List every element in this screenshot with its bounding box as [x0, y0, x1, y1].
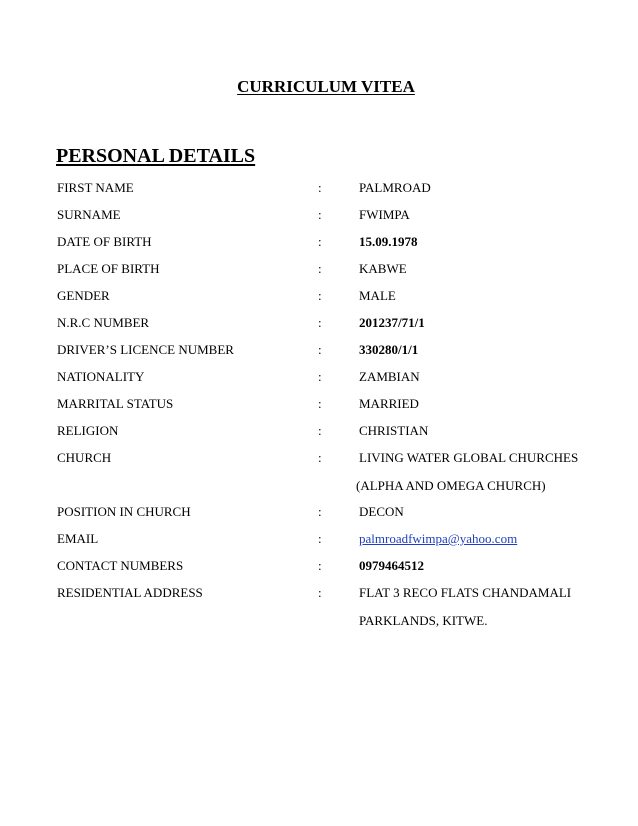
- field-label: POSITION IN CHURCH: [57, 504, 191, 519]
- email-link[interactable]: palmroadfwimpa@yahoo.com: [359, 531, 518, 546]
- field-row-contact-numbers: [0, 557, 638, 575]
- field-row-surname: [0, 206, 638, 224]
- field-separator: :: [318, 261, 322, 276]
- field-separator: :: [318, 450, 322, 465]
- field-label: EMAIL: [57, 531, 99, 546]
- field-value: LIVING WATER GLOBAL CHURCHES: [359, 450, 579, 465]
- field-value: CHRISTIAN: [359, 423, 429, 438]
- field-value: FLAT 3 RECO FLATS CHANDAMALI: [359, 585, 572, 600]
- field-value-continued: PARKLANDS, KITWE.: [359, 613, 488, 628]
- field-value: KABWE: [359, 261, 407, 276]
- field-separator: :: [318, 504, 322, 519]
- field-row-church-continued: [0, 477, 638, 495]
- field-label: N.R.C NUMBER: [57, 315, 150, 330]
- field-separator: :: [318, 585, 322, 600]
- field-label: CHURCH: [57, 450, 112, 465]
- field-label: DATE OF BIRTH: [57, 234, 152, 249]
- field-label: MARRITAL STATUS: [57, 396, 174, 411]
- field-row-place-of-birth: [0, 260, 638, 278]
- field-separator: :: [318, 369, 322, 384]
- field-value: ZAMBIAN: [359, 369, 420, 384]
- field-separator: :: [318, 180, 322, 195]
- field-value: DECON: [359, 504, 404, 519]
- field-label: GENDER: [57, 288, 110, 303]
- field-value: FWIMPA: [359, 207, 410, 222]
- field-label: FIRST NAME: [57, 180, 134, 195]
- field-row-first-name: [0, 179, 638, 197]
- field-row-marital-status: [0, 395, 638, 413]
- field-value: 330280/1/1: [359, 342, 419, 357]
- field-separator: :: [318, 423, 322, 438]
- field-row-drivers-licence-number: [0, 341, 638, 359]
- field-separator: :: [318, 531, 322, 546]
- field-label: NATIONALITY: [57, 369, 145, 384]
- field-row-church: [0, 449, 638, 467]
- document-title: CURRICULUM VITEA: [237, 77, 415, 96]
- field-row-nrc-number: [0, 314, 638, 332]
- field-row-nationality: [0, 368, 638, 386]
- field-row-residential-address: [0, 584, 638, 602]
- field-label: SURNAME: [57, 207, 121, 222]
- field-label: CONTACT NUMBERS: [57, 558, 184, 573]
- field-label: RESIDENTIAL ADDRESS: [57, 585, 203, 600]
- field-value-continued: (ALPHA AND OMEGA CHURCH): [356, 478, 546, 493]
- field-separator: :: [318, 207, 322, 222]
- field-separator: :: [318, 315, 322, 330]
- field-separator: :: [318, 234, 322, 249]
- field-value: 201237/71/1: [359, 315, 425, 330]
- field-separator: :: [318, 288, 322, 303]
- field-value: MALE: [359, 288, 396, 303]
- field-separator: :: [318, 558, 322, 573]
- field-row-residential-address-continued: [0, 612, 638, 630]
- field-separator: :: [318, 342, 322, 357]
- field-label: RELIGION: [57, 423, 119, 438]
- field-separator: :: [318, 396, 322, 411]
- field-value: 0979464512: [359, 558, 424, 573]
- field-value: 15.09.1978: [359, 234, 418, 249]
- field-value: MARRIED: [359, 396, 419, 411]
- field-label: PLACE OF BIRTH: [57, 261, 160, 276]
- field-row-date-of-birth: [0, 233, 638, 251]
- field-row-position-in-church: [0, 503, 638, 521]
- field-value: PALMROAD: [359, 180, 431, 195]
- section-heading-personal-details: PERSONAL DETAILS: [56, 145, 256, 167]
- field-row-religion: [0, 422, 638, 440]
- field-row-gender: [0, 287, 638, 305]
- field-label: DRIVER’S LICENCE NUMBER: [57, 342, 234, 357]
- field-row-email: [0, 530, 638, 548]
